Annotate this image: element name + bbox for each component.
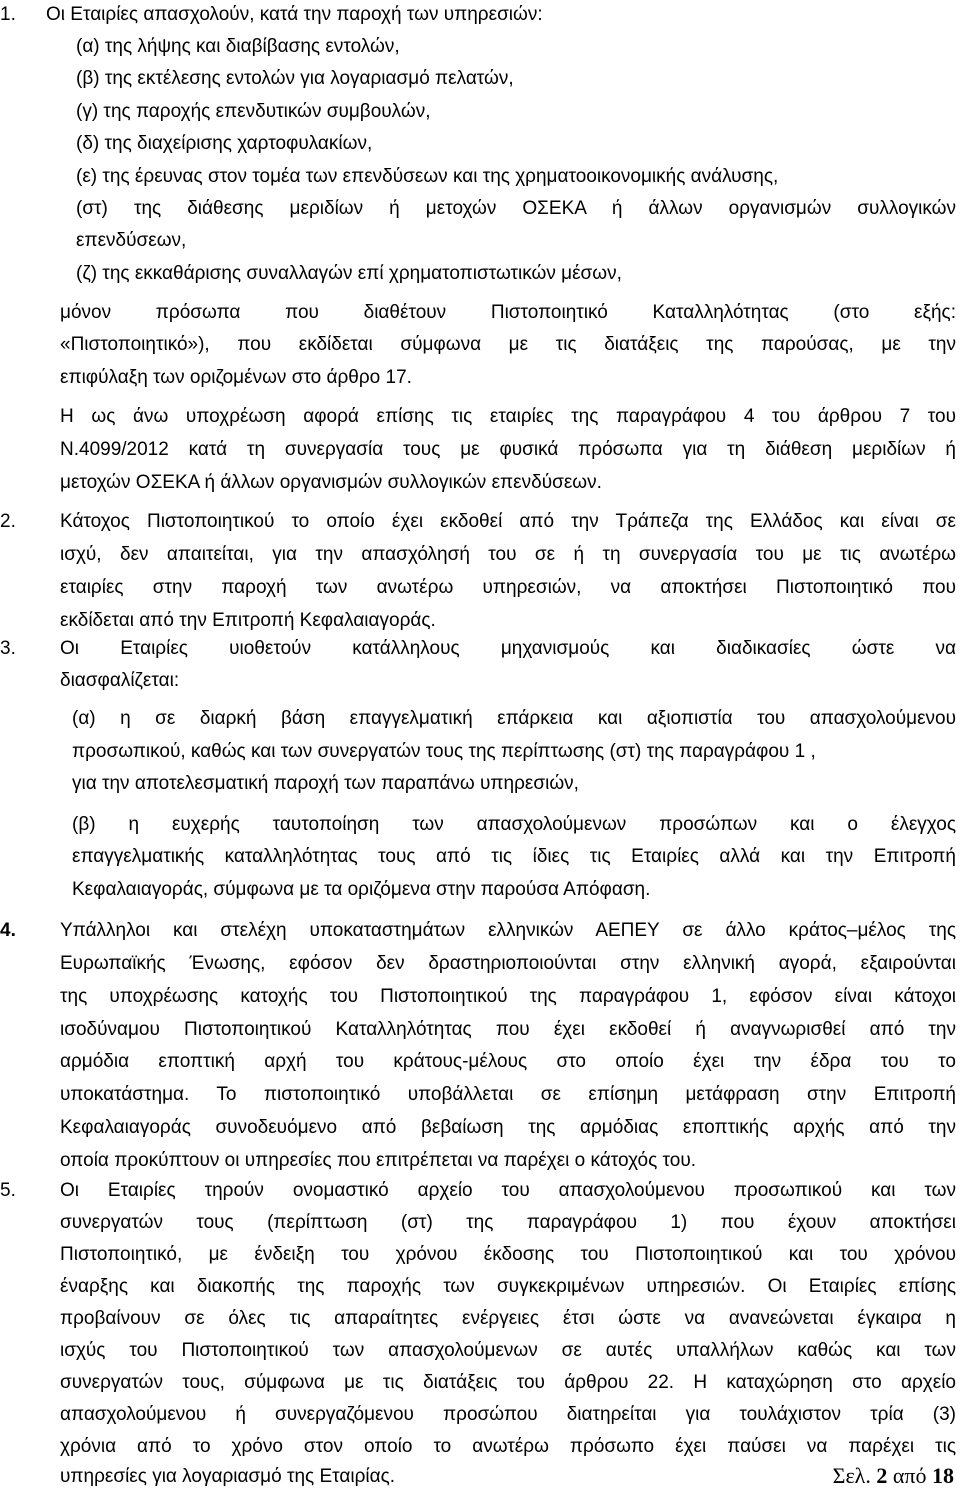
paragraph-line: Η ως άνω υποχρέωση αφορά επίσης τις εταιρίες της παραγράφου 4 του άρθρου 7 του: [60, 406, 956, 427]
paragraph-line: της υποχρέωσης κατοχής του Πιστοποιητικού της παραγράφου 1, εφόσον είναι κάτοχοι: [60, 986, 956, 1007]
list-item: (στ) της διάθεσης μεριδίων ή μετοχών ΟΣΕΚΑ ή άλλων οργανισμών συλλογικών: [76, 198, 956, 219]
paragraph-line: έναρξης και διακοπής της παροχής των συγκεκριμένων υπηρεσιών. Οι Εταιρίες επίσης: [60, 1276, 956, 1297]
paragraph-line: προβαίνουν σε όλες τις απαραίτητες ενέργειες έτσι ώστε να ανανεώνεται έγκαιρα η: [60, 1308, 956, 1329]
paragraph-line: προσωπικού, καθώς και των συνεργατών τους της περίπτωσης (στ) της παραγράφου 1 ,: [72, 741, 816, 762]
list-item: (ε) της έρευνας στον τομέα των επενδύσεων και της χρηματοοικονομικής ανάλυσης,: [76, 166, 779, 187]
paragraph-line: (β) η ευχερής ταυτοποίηση των απασχολούμενων προσώπων και ο έλεγχος: [72, 814, 956, 835]
list-item: επενδύσεων,: [76, 230, 187, 251]
paragraph-line: Ν.4099/2012 κατά τη συνεργασία τους με φυσικά πρόσωπα για τη διάθεση μεριδίων ή: [60, 439, 956, 460]
paragraph-line: χρόνια από το χρόνο στον οποίο το ανωτέρω πρόσωπο έχει παύσει να παρέχει τις: [60, 1436, 956, 1457]
section-number: 4.: [0, 920, 16, 941]
paragraph-line: υπηρεσίες για λογαριασμό της Εταιρίας.: [60, 1466, 396, 1487]
paragraph-line: Κεφαλαιαγοράς συνοδευόμενο από βεβαίωση της αρμόδιας εποπτικής αρχής από την: [60, 1117, 956, 1138]
list-item: (β) της εκτέλεσης εντολών για λογαριασμό πελατών,: [76, 68, 514, 89]
section-number: 1.: [0, 4, 16, 25]
section-number: 5.: [0, 1180, 16, 1201]
section-number: 2.: [0, 511, 16, 532]
list-item: (α) της λήψης και διαβίβασης εντολών,: [76, 36, 400, 57]
paragraph-line: για την αποτελεσματική παροχή των παραπάνω υπηρεσιών,: [72, 773, 579, 794]
paragraph-line: εκδίδεται από την Επιτροπή Κεφαλαιαγοράς.: [60, 610, 436, 631]
paragraph-line: ισχύς του Πιστοποιητικού των απασχολούμενων σε αυτές υπαλλήλων καθώς και των: [60, 1340, 956, 1361]
paragraph-line: μετοχών ΟΣΕΚΑ ή άλλων οργανισμών συλλογικών επενδύσεων.: [60, 472, 602, 493]
list-item: (ζ) της εκκαθάρισης συναλλαγών επί χρηματοπιστωτικών μέσων,: [76, 263, 622, 284]
paragraph-line: εταιρίες στην παροχή των ανωτέρω υπηρεσιών, να αποκτήσει Πιστοποιητικό που: [60, 577, 956, 598]
page-number: [833, 1462, 954, 1490]
paragraph-line: (α) η σε διαρκή βάση επαγγελματική επάρκεια και αξιοπιστία του απασχολούμενου: [72, 708, 956, 729]
list-item: (γ) της παροχής επενδυτικών συμβουλών,: [76, 101, 431, 122]
paragraph-line: Υπάλληλοι και στελέχη υποκαταστημάτων ελληνικών ΑΕΠΕΥ σε άλλο κράτος–μέλος της: [60, 920, 956, 941]
paragraph-line: Ευρωπαϊκής Ένωσης, εφόσον δεν δραστηριοποιούνται στην ελληνική αγορά, εξαιρούνται: [60, 953, 956, 974]
paragraph-line: ισχύ, δεν απαιτείται, για την απασχόλησή του σε ή τη συνεργασία του με τις ανωτέρω: [60, 544, 956, 565]
paragraph-line: Κάτοχος Πιστοποιητικού το οποίο έχει εκδοθεί από την Τράπεζα της Ελλάδος και είναι σε: [60, 511, 956, 532]
paragraph-line: επαγγελματικής καταλληλότητας τους από τις ίδιες τις Εταιρίες αλλά και την Επιτροπή: [72, 846, 956, 867]
paragraph-line: οποία προκύπτουν οι υπηρεσίες που επιτρέπεται να παρέχει ο κάτοχός του.: [60, 1150, 697, 1171]
paragraph-line: Κεφαλαιαγοράς, σύμφωνα με τα οριζόμενα στην παρούσα Απόφαση.: [72, 879, 651, 900]
paragraph-line: Οι Εταιρίες υιοθετούν κατάλληλους μηχανισμούς και διαδικασίες ώστε να: [60, 638, 956, 659]
paragraph-line: διασφαλίζεται:: [60, 670, 180, 691]
paragraph-line: «Πιστοποιητικό»), που εκδίδεται σύμφωνα με τις διατάξεις της παρούσας, με την: [60, 334, 956, 355]
paragraph-line: συνεργατών τους, σύμφωνα με τις διατάξεις του άρθρου 22. Η καταχώρηση στο αρχείο: [60, 1372, 956, 1393]
current-page: 2: [876, 1463, 888, 1488]
paragraph-line: απασχολούμενου ή συνεργαζόμενου προσώπου διατηρείται για τουλάχιστον τρία (3): [60, 1404, 956, 1425]
section-number: 3.: [0, 638, 16, 659]
paragraph-line: συνεργατών τους (περίπτωση (στ) της παραγράφου 1) που έχουν αποκτήσει: [60, 1212, 956, 1233]
paragraph-line: επιφύλαξη των οριζομένων στο άρθρο 17.: [60, 367, 412, 388]
list-item: (δ) της διαχείρισης χαρτοφυλακίων,: [76, 133, 373, 154]
paragraph-line: μόνον πρόσωπα που διαθέτουν Πιστοποιητικό Καταλληλότητας (στο εξής:: [60, 302, 956, 323]
paragraph-line: Οι Εταιρίες τηρούν ονομαστικό αρχείο του απασχολούμενου προσωπικού και των: [60, 1180, 956, 1201]
paragraph-line: ισοδύναμου Πιστοποιητικού Καταλληλότητας που έχει εκδοθεί ή αναγνωρισθεί από την: [60, 1019, 956, 1040]
total-pages: 18: [932, 1463, 954, 1488]
page-prefix: Σελ.: [832, 1463, 871, 1488]
paragraph-line: Πιστοποιητικό, με ένδειξη του χρόνου έκδοσης του Πιστοποιητικού και του χρόνου: [60, 1244, 956, 1265]
section-intro: Οι Εταιρίες απασχολούν, κατά την παροχή των υπηρεσιών:: [46, 4, 543, 25]
paragraph-line: υποκατάστημα. Το πιστοποιητικό υποβάλλεται σε επίσημη μετάφραση στην Επιτροπή: [60, 1084, 956, 1105]
paragraph-line: αρμόδια εποπτική αρχή του κράτους-μέλους στο οποίο έχει την έδρα του το: [60, 1051, 956, 1072]
page-of: από: [892, 1463, 927, 1488]
